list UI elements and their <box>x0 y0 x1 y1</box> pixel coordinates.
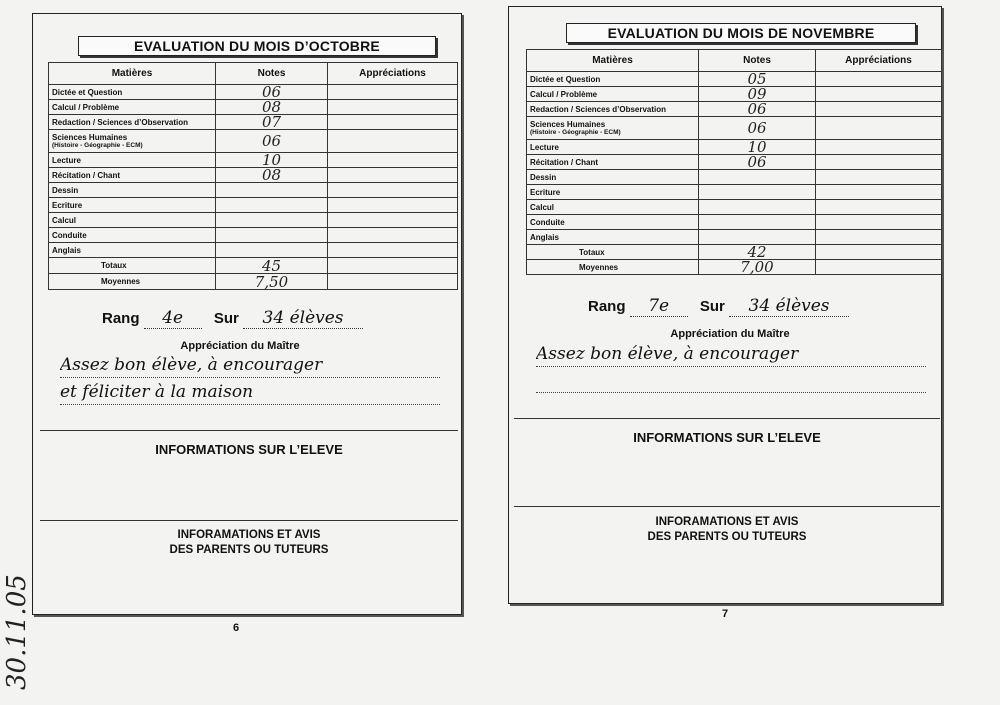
left-subject-name: Dictée et Question <box>52 87 123 97</box>
right-subject-label <box>527 102 699 117</box>
right-subject-name: Calcul <box>530 202 555 212</box>
left-moyennes-label: Moyennes <box>49 274 216 290</box>
left-subject-row <box>49 100 458 115</box>
right-header-subject: Matières <box>527 50 699 72</box>
left-subject-label <box>49 228 216 243</box>
right-subject-note: 05 <box>699 72 816 87</box>
right-subject-note <box>699 200 816 215</box>
right-page-number: 7 <box>722 608 729 620</box>
right-subject-appreciation <box>816 215 942 230</box>
right-header-notes: Notes <box>699 50 816 72</box>
left-subject-row <box>49 153 458 168</box>
right-page <box>500 0 1000 705</box>
right-parents-line-2: DES PARENTS OU TUTEURS <box>647 531 807 543</box>
left-subject-name: Calcul / Problème <box>52 102 120 112</box>
right-appreciation-title: Appréciation du Maître <box>670 328 790 340</box>
left-subject-row <box>49 243 458 258</box>
left-page-title: EVALUATION DU MOIS D’OCTOBRE <box>78 36 436 56</box>
left-totals-label: Totaux <box>49 258 216 274</box>
right-totals-value: 42 <box>699 245 816 260</box>
left-subject-label <box>49 183 216 198</box>
right-appreciation-line-1: Assez bon élève, à encourager <box>536 342 926 367</box>
right-subject-appreciation <box>816 117 942 140</box>
right-subject-name: Ecriture <box>530 187 561 197</box>
right-parents-line-1: INFORAMATIONS ET AVIS <box>655 516 799 528</box>
left-subject-note: 08 <box>216 100 328 115</box>
left-subject-note <box>216 213 328 228</box>
left-header-subject: Matières <box>49 63 216 85</box>
right-subject-note: 06 <box>699 155 816 170</box>
left-subject-appreciation <box>328 115 458 130</box>
left-subject-note <box>216 243 328 258</box>
right-totals-label: Totaux <box>527 245 699 260</box>
left-subject-note: 08 <box>216 168 328 183</box>
left-subject-appreciation <box>328 213 458 228</box>
right-subject-appreciation <box>816 200 942 215</box>
right-subject-label <box>527 215 699 230</box>
right-subject-appreciation <box>816 140 942 155</box>
right-subject-name: Dictée et Question <box>530 74 601 84</box>
left-subject-row <box>49 228 458 243</box>
left-subject-label <box>49 198 216 213</box>
left-totals-value: 45 <box>216 258 328 274</box>
left-subject-note <box>216 198 328 213</box>
right-subject-appreciation <box>816 72 942 87</box>
right-subject-note: 10 <box>699 140 816 155</box>
right-subject-note <box>699 170 816 185</box>
left-subject-appreciation <box>328 153 458 168</box>
left-appreciation-title: Appréciation du Maître <box>180 340 300 352</box>
left-info-title: INFORMATIONS SUR L’ELEVE <box>155 442 343 457</box>
right-subject-label <box>527 230 699 245</box>
left-subject-row <box>49 183 458 198</box>
right-subject-row <box>527 117 942 140</box>
right-subject-name: Calcul / Problème <box>530 89 598 99</box>
left-subject-note: 10 <box>216 153 328 168</box>
right-subject-name: Dessin <box>530 172 557 182</box>
left-subject-appreciation <box>328 168 458 183</box>
right-subject-appreciation <box>816 102 942 117</box>
left-subject-row <box>49 115 458 130</box>
right-subject-label <box>527 155 699 170</box>
left-subject-name: Dessin <box>52 185 79 195</box>
left-subject-name: Lecture <box>52 155 81 165</box>
left-subject-name: Ecriture <box>52 200 83 210</box>
right-subject-name: Redaction / Sciences d’Observation <box>530 104 667 114</box>
right-subject-note: 09 <box>699 87 816 102</box>
right-rang-value: 7e <box>630 296 688 317</box>
left-subject-appreciation <box>328 243 458 258</box>
right-subject-note <box>699 215 816 230</box>
left-subject-subtitle: (Histoire - Géographie - ECM) <box>52 142 143 149</box>
right-grades-table <box>526 49 942 275</box>
left-appreciation-line-1: Assez bon élève, à encourager <box>60 353 440 378</box>
left-moyennes-row <box>49 274 458 290</box>
right-subject-label <box>527 72 699 87</box>
right-page-title: EVALUATION DU MOIS DE NOVEMBRE <box>566 23 916 43</box>
right-subject-row <box>527 155 942 170</box>
left-subject-label <box>49 85 216 100</box>
left-subject-appreciation <box>328 130 458 153</box>
right-subject-appreciation <box>816 230 942 245</box>
left-subject-label <box>49 168 216 183</box>
left-moyennes-value: 7,50 <box>216 274 328 290</box>
left-sur-label: Sur <box>213 310 239 327</box>
right-subject-label <box>527 200 699 215</box>
right-subject-row <box>527 215 942 230</box>
left-appreciation-line-2: et féliciter à la maison <box>60 380 440 405</box>
left-subject-label <box>49 243 216 258</box>
left-subject-name: Conduite <box>52 230 87 240</box>
left-subject-note <box>216 183 328 198</box>
right-subject-row <box>527 170 942 185</box>
left-divider-1 <box>40 430 458 431</box>
right-totals-row <box>527 245 942 260</box>
left-grades-table <box>48 62 458 290</box>
left-subject-label <box>49 213 216 228</box>
left-subject-name: Redaction / Sciences d’Observation <box>52 117 189 127</box>
right-moyennes-row <box>527 260 942 275</box>
left-subject-appreciation <box>328 100 458 115</box>
right-rang <box>588 296 849 317</box>
left-page <box>0 0 490 705</box>
right-moyennes-label: Moyennes <box>527 260 699 275</box>
right-subject-label <box>527 170 699 185</box>
right-subject-name: Lecture <box>530 142 559 152</box>
right-subject-row <box>527 102 942 117</box>
left-parents-line-1: INFORAMATIONS ET AVIS <box>177 529 321 541</box>
right-subject-note: 06 <box>699 102 816 117</box>
left-subject-name: Sciences Humaines <box>52 133 128 142</box>
right-rang-label: Rang <box>588 298 626 315</box>
right-appreciation-line-2 <box>536 368 926 393</box>
left-subject-note <box>216 228 328 243</box>
left-rang-label: Rang <box>102 310 140 327</box>
left-subject-appreciation <box>328 183 458 198</box>
right-subject-name: Sciences Humaines <box>530 120 606 129</box>
right-subject-label <box>527 87 699 102</box>
right-subject-note <box>699 185 816 200</box>
right-moyennes-value: 7,00 <box>699 260 816 275</box>
right-subject-note: 06 <box>699 117 816 140</box>
right-subject-appreciation <box>816 185 942 200</box>
right-subject-name: Anglais <box>530 232 559 242</box>
right-info-title: INFORMATIONS SUR L’ELEVE <box>633 430 821 445</box>
right-subject-subtitle: (Histoire - Géographie - ECM) <box>530 129 621 136</box>
left-subject-note: 07 <box>216 115 328 130</box>
left-rang <box>102 308 363 329</box>
left-sur-value: 34 élèves <box>243 308 363 329</box>
right-subject-appreciation <box>816 87 942 102</box>
right-subject-row <box>527 200 942 215</box>
right-divider-1 <box>514 418 940 419</box>
right-subject-label <box>527 185 699 200</box>
left-subject-row <box>49 130 458 153</box>
right-header-appreciations: Appréciations <box>816 50 942 72</box>
left-subject-appreciation <box>328 198 458 213</box>
right-subject-appreciation <box>816 155 942 170</box>
right-subject-row <box>527 140 942 155</box>
left-subject-name: Calcul <box>52 215 77 225</box>
margin-date-note: 30.11.05 <box>2 574 32 690</box>
left-subject-row <box>49 85 458 100</box>
left-subject-row <box>49 198 458 213</box>
right-subject-row <box>527 230 942 245</box>
right-divider-2 <box>514 506 940 507</box>
left-header-notes: Notes <box>216 63 328 85</box>
left-subject-note: 06 <box>216 85 328 100</box>
left-subject-row <box>49 168 458 183</box>
left-subject-label <box>49 100 216 115</box>
right-subject-label <box>527 140 699 155</box>
right-subject-name: Récitation / Chant <box>530 157 599 167</box>
left-subject-label <box>49 130 216 153</box>
left-subject-note: 06 <box>216 130 328 153</box>
left-subject-name: Récitation / Chant <box>52 170 121 180</box>
left-subject-label <box>49 115 216 130</box>
left-totals-row <box>49 258 458 274</box>
right-subject-name: Conduite <box>530 217 565 227</box>
right-subject-row <box>527 185 942 200</box>
left-subject-appreciation <box>328 228 458 243</box>
left-subject-name: Anglais <box>52 245 81 255</box>
left-subject-appreciation <box>328 85 458 100</box>
left-rang-value: 4e <box>144 308 202 329</box>
right-subject-row <box>527 87 942 102</box>
right-subject-label <box>527 117 699 140</box>
left-parents-line-2: DES PARENTS OU TUTEURS <box>169 544 329 556</box>
right-subject-row <box>527 72 942 87</box>
left-page-number: 6 <box>233 622 240 634</box>
left-subject-row <box>49 213 458 228</box>
right-sur-value: 34 élèves <box>729 296 849 317</box>
right-sur-label: Sur <box>699 298 725 315</box>
right-subject-appreciation <box>816 170 942 185</box>
left-subject-label <box>49 153 216 168</box>
left-divider-2 <box>40 520 458 521</box>
left-header-appreciations: Appréciations <box>328 63 458 85</box>
